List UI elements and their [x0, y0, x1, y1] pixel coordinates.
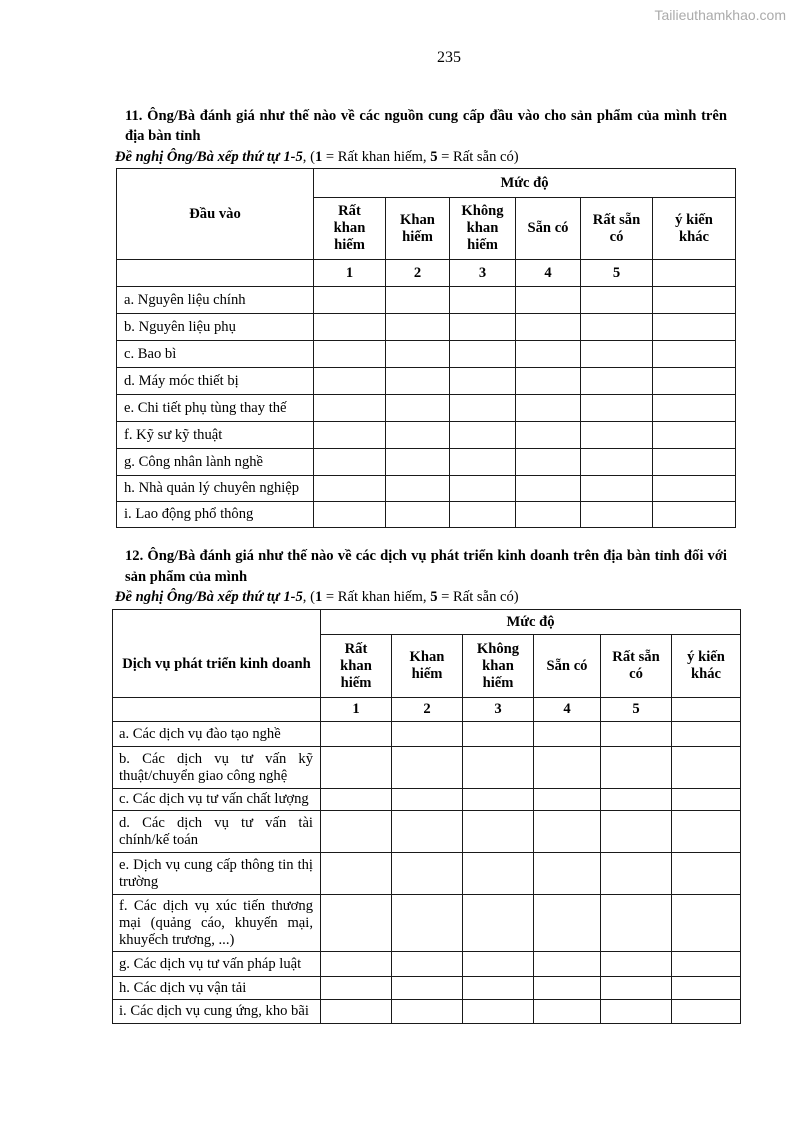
answer-cell: [516, 422, 581, 449]
answer-cell: [653, 314, 736, 341]
table-row: [117, 287, 736, 314]
table-row: [113, 722, 741, 747]
answer-cell: [581, 449, 653, 476]
instruction-low-value: 1: [314, 589, 323, 605]
column-header-label: Sẵn có: [546, 657, 588, 674]
header-row: [117, 169, 736, 198]
title-line: địa bàn tỉnh: [125, 128, 201, 144]
column-header-label: Rất sẵn có: [612, 649, 660, 682]
answer-cell: [516, 341, 581, 368]
answer-cell: [672, 895, 741, 952]
row-label-line: e. Chi tiết phụ tùng thay thế: [124, 399, 287, 416]
answer-cell: [463, 1000, 534, 1024]
answer-cell: [653, 395, 736, 422]
answer-cell: [321, 895, 392, 952]
row-label-line: trường: [119, 873, 159, 890]
answer-cell: [516, 395, 581, 422]
answer-cell: [672, 952, 741, 977]
empty-cell: [113, 698, 321, 722]
row-label-line: mại (quảng cáo, khuyến mại,: [119, 914, 313, 931]
scale-row: [113, 698, 741, 722]
answer-cell: [534, 722, 601, 747]
instruction-lead: Đề nghị Ông/Bà xếp thứ tự 1-5: [115, 589, 303, 605]
answer-cell: [653, 449, 736, 476]
answer-cell: [672, 747, 741, 789]
answer-cell: [534, 747, 601, 789]
row-label-cell: [113, 811, 321, 853]
row-label-line: h. Nhà quản lý chuyên nghiệp: [124, 480, 300, 496]
row-label-line: c. Các dịch vụ tư vấn chất lượng: [119, 791, 309, 807]
answer-cell: [314, 449, 386, 476]
row-label-cell: [113, 1000, 321, 1024]
answer-cell: [386, 368, 450, 395]
row-label-line: f. Các dịch vụ xúc tiến thương: [119, 897, 313, 914]
row-header-cell: Đầu vào: [117, 169, 314, 260]
section12-title: [125, 546, 727, 588]
instruction-low-text: = Rất khan hiếm,: [322, 589, 431, 605]
table-row: [117, 341, 736, 368]
answer-cell: [653, 368, 736, 395]
answer-cell: [392, 747, 463, 789]
row-label-cell: [117, 502, 314, 528]
answer-cell: [516, 314, 581, 341]
row-label-line: g. Các dịch vụ tư vấn pháp luật: [119, 955, 302, 972]
answer-cell: [450, 502, 516, 528]
instruction-lead: Đề nghị Ông/Bà xếp thứ tự 1-5: [115, 149, 303, 165]
answer-cell: [601, 1000, 672, 1024]
answer-cell: [653, 287, 736, 314]
row-label-cell: [113, 747, 321, 789]
answer-cell: [581, 422, 653, 449]
column-header-cell: [386, 198, 450, 260]
answer-cell: [314, 287, 386, 314]
table-row: [117, 449, 736, 476]
instruction-high-text: = Rất sẵn có): [437, 149, 519, 165]
column-header-cell: [392, 635, 463, 698]
row-label-line: i. Lao động phổ thông: [124, 506, 254, 522]
answer-cell: [450, 314, 516, 341]
answer-cell: [463, 811, 534, 853]
answer-cell: [534, 977, 601, 1000]
row-label-cell: [117, 422, 314, 449]
answer-cell: [321, 977, 392, 1000]
answer-cell: [601, 952, 672, 977]
row-label-line: d. Các dịch vụ tư vấn tài: [119, 814, 313, 831]
answer-cell: [653, 341, 736, 368]
answer-cell: [392, 853, 463, 895]
answer-cell: [653, 476, 736, 502]
row-label-line: h. Các dịch vụ vận tải: [119, 979, 247, 996]
instruction-high-text: = Rất sẵn có): [437, 589, 519, 605]
answer-cell: [601, 853, 672, 895]
answer-cell: [386, 287, 450, 314]
answer-cell: [321, 747, 392, 789]
answer-cell: [386, 395, 450, 422]
column-header-label: Rất khan hiếm: [340, 640, 372, 691]
column-header-cell: [672, 635, 741, 698]
row-label-line: d. Máy móc thiết bị: [124, 372, 239, 389]
scale-value-cell: 1: [314, 260, 386, 287]
instruction-high-value: 5: [430, 149, 438, 165]
column-header-label: ý kiến khác: [675, 211, 713, 245]
table-row: [113, 977, 741, 1000]
row-label-cell: [113, 789, 321, 811]
column-header-cell: [450, 198, 516, 260]
scale-value-cell: 1: [321, 698, 392, 722]
instruction-open: , (: [302, 589, 315, 605]
answer-cell: [386, 422, 450, 449]
answer-cell: [601, 895, 672, 952]
answer-cell: [534, 1000, 601, 1024]
row-label-line: c. Bao bì: [124, 345, 177, 362]
row-label-line: khuyếch trương, ...): [119, 931, 235, 948]
column-header-label: Khan hiếm: [400, 211, 435, 245]
answer-cell: [534, 789, 601, 811]
answer-cell: [392, 811, 463, 853]
answer-cell: [516, 449, 581, 476]
answer-cell: [463, 747, 534, 789]
answer-cell: [463, 895, 534, 952]
section12-instruction: [115, 587, 519, 607]
row-label-cell: [113, 895, 321, 952]
row-label-line: f. Kỹ sư kỹ thuật: [124, 426, 223, 443]
column-header-label: Không khan hiếm: [461, 203, 504, 253]
table-row: [113, 811, 741, 853]
empty-cell: [653, 260, 736, 287]
answer-cell: [314, 341, 386, 368]
column-header-label: Không khan hiếm: [476, 640, 520, 691]
table-row: [113, 853, 741, 895]
answer-cell: [450, 368, 516, 395]
answer-cell: [581, 314, 653, 341]
section11-table: [116, 168, 736, 528]
answer-cell: [314, 476, 386, 502]
scale-value-cell: 4: [534, 698, 601, 722]
answer-cell: [321, 952, 392, 977]
answer-cell: [516, 287, 581, 314]
answer-cell: [314, 502, 386, 528]
answer-cell: [534, 853, 601, 895]
section12-table: [112, 609, 741, 1024]
row-label-cell: [117, 314, 314, 341]
scale-value-cell: 2: [392, 698, 463, 722]
table-row: [117, 395, 736, 422]
scale-value-cell: 4: [516, 260, 581, 287]
answer-cell: [463, 789, 534, 811]
answer-cell: [314, 395, 386, 422]
row-header-cell: Dịch vụ phát triển kinh doanh: [113, 610, 321, 698]
row-label-line: a. Các dịch vụ đào tạo nghề: [119, 725, 281, 742]
row-label-cell: [113, 722, 321, 747]
empty-cell: [672, 698, 741, 722]
answer-cell: [516, 502, 581, 528]
answer-cell: [601, 722, 672, 747]
table-row: [113, 1000, 741, 1024]
answer-cell: [321, 811, 392, 853]
answer-cell: [581, 395, 653, 422]
row-label-cell: [113, 853, 321, 895]
row-label-cell: [113, 952, 321, 977]
table-row: [117, 422, 736, 449]
scale-value-cell: 3: [463, 698, 534, 722]
column-header-cell: [321, 635, 392, 698]
table-row: [113, 789, 741, 811]
section11-title: [125, 106, 727, 146]
answer-cell: [450, 422, 516, 449]
scale-row: [117, 260, 736, 287]
answer-cell: [601, 977, 672, 1000]
answer-cell: [386, 449, 450, 476]
answer-cell: [321, 853, 392, 895]
answer-cell: [581, 476, 653, 502]
answer-cell: [392, 977, 463, 1000]
answer-cell: [392, 952, 463, 977]
row-label-cell: [117, 287, 314, 314]
column-header-cell: [601, 635, 672, 698]
answer-cell: [463, 853, 534, 895]
row-label-line: e. Dịch vụ cung cấp thông tin thị: [119, 856, 313, 873]
row-label-line: a. Nguyên liệu chính: [124, 291, 246, 308]
section11-instruction: [115, 147, 519, 167]
answer-cell: [463, 722, 534, 747]
column-header-label: Rất sẵn có: [592, 211, 641, 245]
scale-value-cell: 5: [581, 260, 653, 287]
table-row: [113, 895, 741, 952]
answer-cell: [392, 1000, 463, 1024]
table-row: [117, 502, 736, 528]
page-number: 235: [437, 49, 461, 66]
answer-cell: [450, 476, 516, 502]
column-header-cell: [314, 198, 386, 260]
answer-cell: [581, 341, 653, 368]
answer-cell: [314, 368, 386, 395]
header-row: [113, 610, 741, 635]
instruction-open: , (: [302, 149, 315, 165]
answer-cell: [392, 895, 463, 952]
column-header-label: Khan hiếm: [409, 649, 445, 682]
column-header-label: Rất khan hiếm: [333, 203, 366, 253]
column-header-label: Sẵn có: [527, 220, 569, 237]
answer-cell: [653, 422, 736, 449]
answer-cell: [672, 977, 741, 1000]
row-label-line: chính/kế toán: [119, 831, 199, 848]
answer-cell: [672, 789, 741, 811]
answer-cell: [463, 952, 534, 977]
answer-cell: [672, 811, 741, 853]
answer-cell: [321, 1000, 392, 1024]
row-label-line: b. Nguyên liệu phụ: [124, 318, 236, 335]
answer-cell: [516, 368, 581, 395]
row-label-line: b. Các dịch vụ tư vấn kỹ: [119, 750, 313, 767]
answer-cell: [386, 476, 450, 502]
table-row: [117, 314, 736, 341]
answer-cell: [386, 341, 450, 368]
answer-cell: [601, 747, 672, 789]
instruction-low-text: = Rất khan hiếm,: [322, 149, 431, 165]
answer-cell: [321, 722, 392, 747]
answer-cell: [314, 314, 386, 341]
answer-cell: [392, 722, 463, 747]
row-label-cell: [113, 977, 321, 1000]
answer-cell: [534, 895, 601, 952]
answer-cell: [450, 287, 516, 314]
title-line: sản phẩm của mình: [125, 569, 248, 585]
answer-cell: [516, 476, 581, 502]
answer-cell: [386, 314, 450, 341]
answer-cell: [463, 977, 534, 1000]
row-label-cell: [117, 476, 314, 502]
instruction-high-value: 5: [430, 589, 438, 605]
column-header-label: ý kiến khác: [687, 649, 725, 682]
answer-cell: [581, 287, 653, 314]
scale-value-cell: 3: [450, 260, 516, 287]
group-header-cell: Mức độ: [321, 610, 741, 635]
group-header-cell: Mức độ: [314, 169, 736, 198]
row-label-cell: [117, 395, 314, 422]
answer-cell: [534, 952, 601, 977]
answer-cell: [581, 368, 653, 395]
scale-value-cell: 5: [601, 698, 672, 722]
title-line: 12. Ông/Bà đánh giá như thế nào về các dịch vụ phát triển kinh doanh trên địa bàn tỉnh đối với: [125, 548, 727, 564]
answer-cell: [672, 1000, 741, 1024]
answer-cell: [321, 789, 392, 811]
row-label-line: g. Công nhân lành nghề: [124, 453, 264, 470]
table-row: [117, 368, 736, 395]
row-label-cell: [117, 341, 314, 368]
table-row: [113, 952, 741, 977]
instruction-low-value: 1: [314, 149, 323, 165]
watermark: Tailieuthamkhao.com: [654, 7, 786, 23]
column-header-cell: [463, 635, 534, 698]
answer-cell: [386, 502, 450, 528]
answer-cell: [392, 789, 463, 811]
answer-cell: [534, 811, 601, 853]
answer-cell: [672, 722, 741, 747]
answer-cell: [314, 422, 386, 449]
answer-cell: [601, 789, 672, 811]
answer-cell: [450, 449, 516, 476]
answer-cell: [653, 502, 736, 528]
answer-cell: [601, 811, 672, 853]
answer-cell: [672, 853, 741, 895]
column-header-cell: [653, 198, 736, 260]
table-row: [113, 747, 741, 789]
row-label-cell: [117, 368, 314, 395]
scale-value-cell: 2: [386, 260, 450, 287]
row-label-line: thuật/chuyển giao công nghệ: [119, 767, 288, 784]
column-header-cell: [516, 198, 581, 260]
table-row: [117, 476, 736, 502]
column-header-cell: [581, 198, 653, 260]
row-label-cell: [117, 449, 314, 476]
row-label-line: i. Các dịch vụ cung ứng, kho bãi: [119, 1003, 309, 1019]
answer-cell: [581, 502, 653, 528]
answer-cell: [450, 341, 516, 368]
answer-cell: [450, 395, 516, 422]
column-header-cell: [534, 635, 601, 698]
empty-cell: [117, 260, 314, 287]
title-line: 11. Ông/Bà đánh giá như thế nào về các nguồn cung cấp đầu vào cho sản phẩm của mình trên: [125, 108, 727, 124]
